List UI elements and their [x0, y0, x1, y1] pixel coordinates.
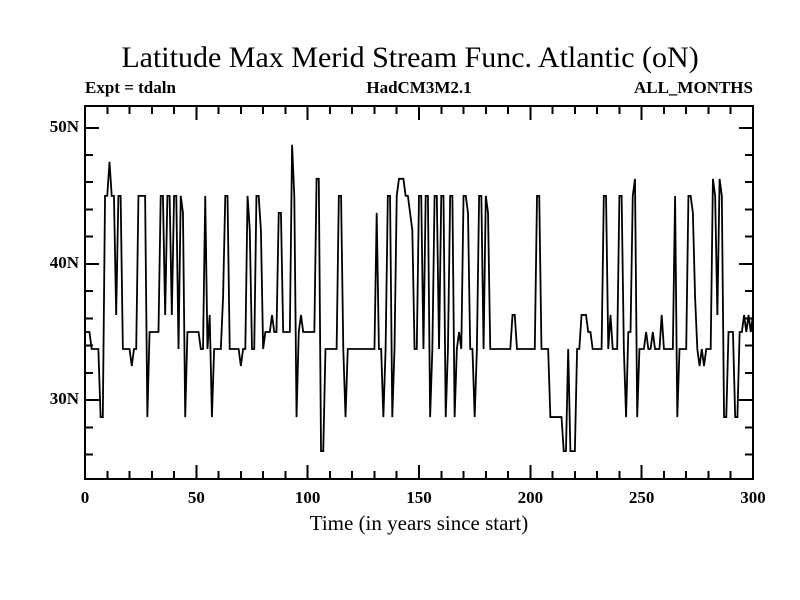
y-tick-label-50N: 50N [49, 116, 79, 136]
x-axis-label: Time (in years since start) [309, 511, 529, 535]
data-line [85, 145, 753, 451]
subtitle-experiment: Expt = tdaln [85, 78, 176, 97]
x-tick-label-150: 150 [406, 488, 432, 507]
subtitle-model: HadCM3M2.1 [366, 78, 472, 97]
subtitle-months: ALL_MONTHS [633, 78, 753, 97]
x-tick-label-200: 200 [517, 488, 544, 507]
x-tick-label-300: 300 [740, 488, 766, 507]
y-tick-label-30N: 30N [49, 389, 79, 409]
x-tick-label-100: 100 [294, 488, 321, 507]
plot-frame [85, 106, 753, 479]
chart-title: Latitude Max Merid Stream Func. Atlantic (oN) [121, 41, 699, 74]
x-tick-label-250: 250 [628, 488, 655, 507]
x-tick-label-0: 0 [80, 488, 90, 507]
x-tick-label-50: 50 [187, 488, 205, 507]
y-tick-label-40N: 40N [49, 252, 79, 272]
axis-ticks [85, 106, 753, 479]
